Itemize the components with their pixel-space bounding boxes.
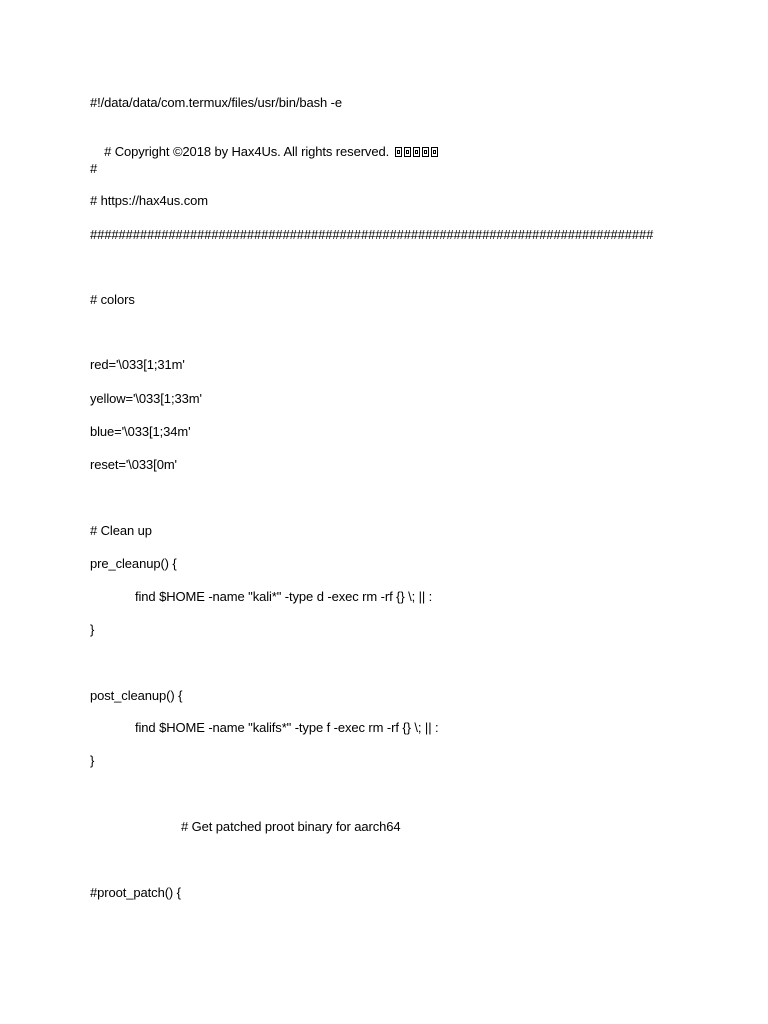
colors-comment-line: # colors — [90, 292, 135, 307]
url-line: # https://hax4us.com — [90, 193, 208, 208]
shebang-line: #!/data/data/com.termux/files/usr/bin/bash -e — [90, 95, 343, 110]
pre-cleanup-start-line: pre_cleanup() { — [90, 556, 177, 571]
pre-cleanup-end-line: } — [90, 622, 95, 637]
reset-var-line: reset='\033[0m' — [90, 457, 177, 472]
proot-comment-line: # Get patched proot binary for aarch64 — [181, 819, 401, 834]
separator-line: ############################################################################### — [90, 227, 654, 242]
copyright-text: # Copyright ©2018 by Hax4Us. All rights reserved. — [104, 144, 390, 159]
post-cleanup-end-line: } — [90, 753, 95, 768]
yellow-var-line: yellow='\033[1;33m' — [90, 391, 202, 406]
proot-patch-line: #proot_patch() { — [90, 885, 181, 900]
red-var-line: red='\033[1;31m' — [90, 357, 185, 372]
cleanup-comment-line: # Clean up — [90, 523, 152, 538]
post-cleanup-find-line: find $HOME -name "kalifs*" -type f -exec rm -rf {} \; || : — [135, 720, 439, 735]
pre-cleanup-find-line: find $HOME -name "kali*" -type d -exec rm -rf {} \; || : — [135, 589, 433, 604]
comment-line: # — [90, 161, 98, 176]
copyright-line — [90, 128, 440, 177]
post-cleanup-start-line: post_cleanup() { — [90, 688, 183, 703]
missing-glyph-icon — [395, 145, 440, 161]
blue-var-line: blue='\033[1;34m' — [90, 424, 191, 439]
